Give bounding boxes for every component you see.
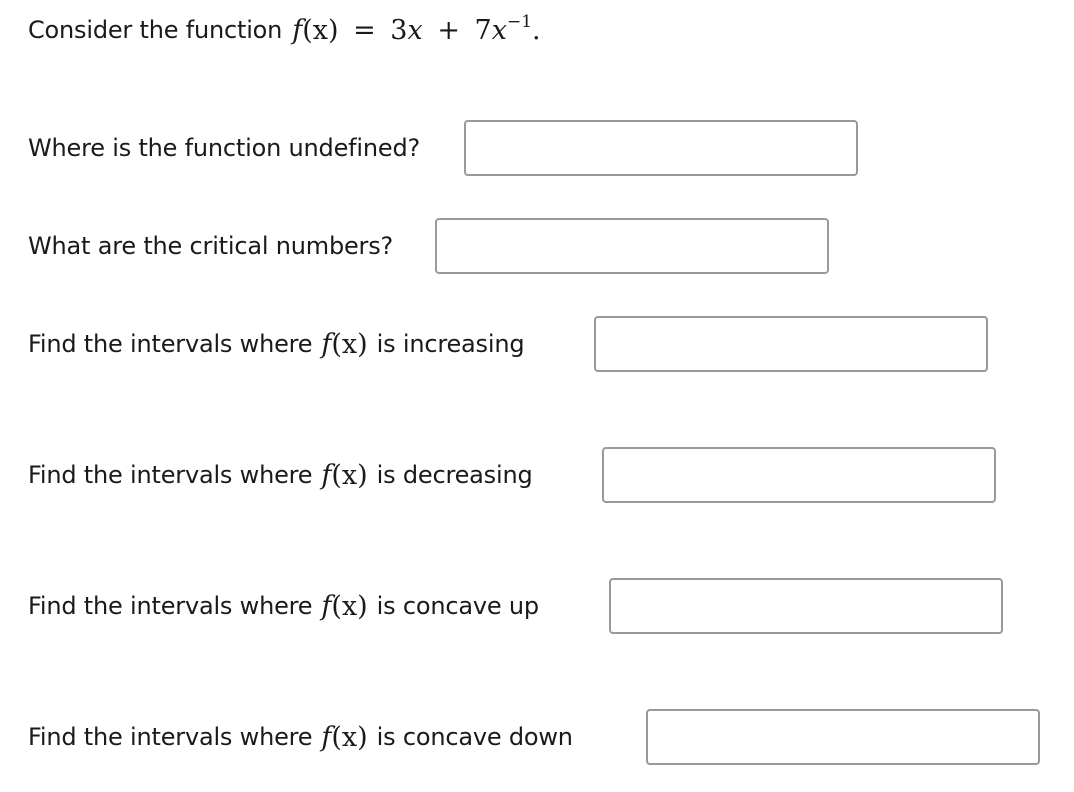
question-label-suffix: is concave up bbox=[376, 592, 539, 620]
question-label-prefix: Find the intervals where bbox=[28, 330, 313, 358]
question-label-prefix: Find the intervals where bbox=[28, 592, 313, 620]
func-arg: (x) bbox=[331, 590, 368, 622]
exponent: −1 bbox=[506, 11, 533, 32]
equals-sign: = bbox=[353, 14, 376, 46]
func-name: f bbox=[321, 721, 332, 753]
var-2: x bbox=[491, 14, 507, 46]
question-undefined bbox=[28, 128, 420, 168]
answer-concave-up-input[interactable] bbox=[609, 578, 1003, 634]
func-var: (x) bbox=[302, 14, 339, 46]
question-concave-down bbox=[28, 717, 573, 757]
function-expression bbox=[292, 11, 541, 46]
question-label: Where is the function undefined? bbox=[28, 134, 421, 162]
question-label-prefix: Find the intervals where bbox=[28, 461, 313, 489]
question-concave-up bbox=[28, 586, 539, 626]
func-name: f bbox=[321, 590, 332, 622]
function-ref bbox=[321, 460, 367, 491]
question-label-suffix: is decreasing bbox=[376, 461, 533, 489]
answer-undefined-input[interactable] bbox=[464, 120, 858, 176]
func-arg: (x) bbox=[331, 328, 368, 360]
answer-decreasing-input[interactable] bbox=[602, 447, 996, 503]
coef-2: 7 bbox=[474, 14, 492, 46]
answer-concave-down-input[interactable] bbox=[646, 709, 1040, 765]
function-ref bbox=[321, 329, 367, 360]
problem-statement bbox=[28, 10, 541, 50]
question-label-prefix: Find the intervals where bbox=[28, 723, 313, 751]
intro-prefix: Consider the function bbox=[28, 16, 283, 44]
answer-increasing-input[interactable] bbox=[594, 316, 988, 372]
func-arg: (x) bbox=[331, 721, 368, 753]
func-name: f bbox=[321, 328, 332, 360]
question-critical-numbers bbox=[28, 226, 393, 266]
question-decreasing bbox=[28, 455, 533, 495]
question-label-suffix: is concave down bbox=[376, 723, 573, 751]
var-1: x bbox=[407, 14, 423, 46]
function-ref bbox=[321, 591, 367, 622]
coef-1: 3 bbox=[390, 14, 408, 46]
plus-sign: + bbox=[437, 14, 460, 46]
question-label: What are the critical numbers? bbox=[28, 232, 394, 260]
func-name: f bbox=[321, 459, 332, 491]
question-increasing bbox=[28, 324, 524, 364]
question-label-suffix: is increasing bbox=[376, 330, 525, 358]
func-name: f bbox=[292, 14, 303, 46]
period: . bbox=[532, 14, 541, 46]
func-arg: (x) bbox=[331, 459, 368, 491]
answer-critical-numbers-input[interactable] bbox=[435, 218, 829, 274]
function-ref bbox=[321, 722, 367, 753]
